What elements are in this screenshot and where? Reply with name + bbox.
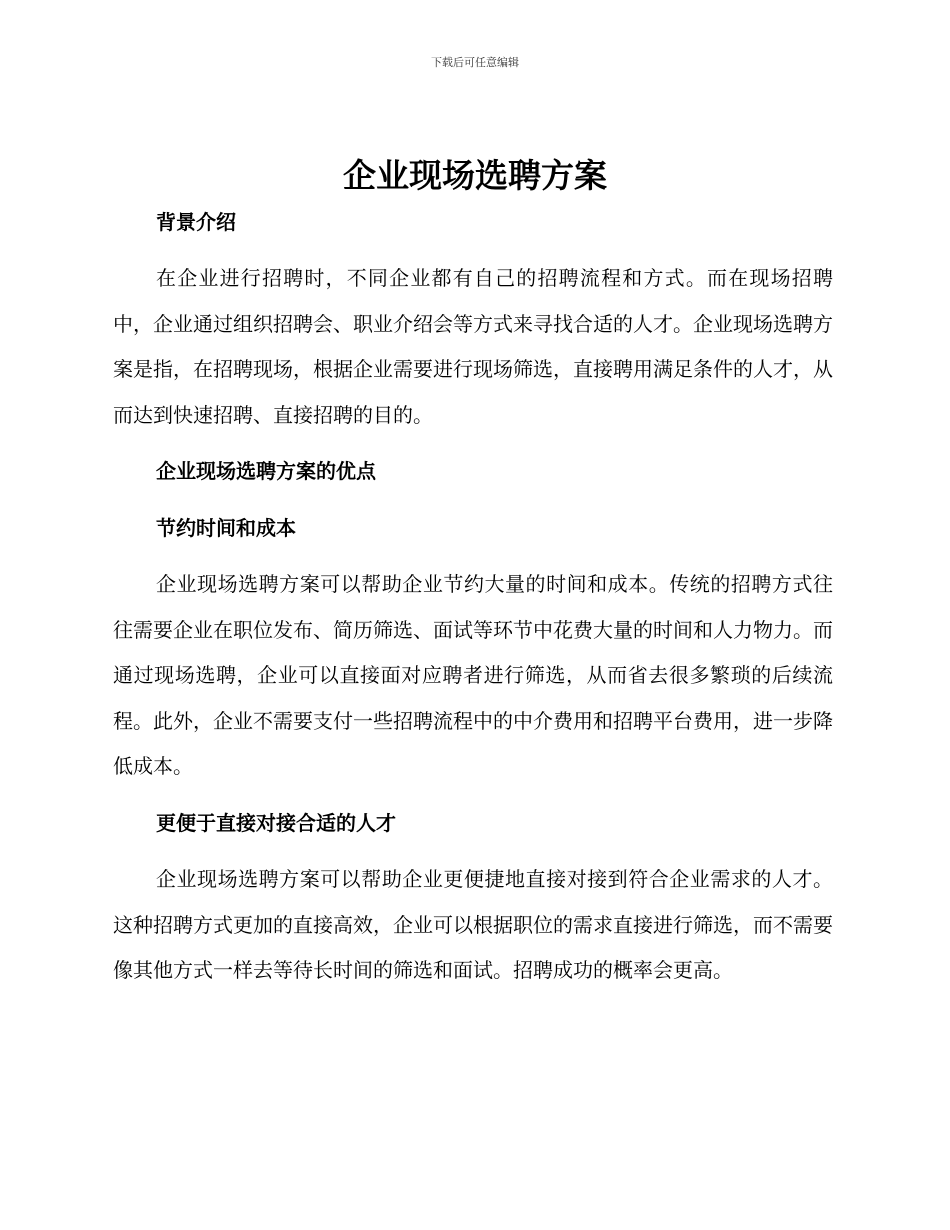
paragraph-direct: 企业现场选聘方案可以帮助企业更便捷地直接对接到符合企业需求的人才。这种招聘方式更加的直接高效，企业可以根据职位的需求直接进行筛选，而不需要像其他方式一样去等待长时间的筛选和面试。招聘成功的概率会更高。 (113, 867, 833, 982)
paragraph-background: 在企业进行招聘时，不同企业都有自己的招聘流程和方式。而在现场招聘中，企业通过组织招聘会、职业介绍会等方式来寻找合适的人才。企业现场选聘方案是指，在招聘现场，根据企业需要进行现场筛选，直接聘用满足条件的人才，从而达到快速招聘、直接招聘的目的。 (113, 266, 833, 427)
document-title: 企业现场选聘方案 (343, 156, 607, 195)
paragraph-saving: 企业现场选聘方案可以帮助企业节约大量的时间和成本。传统的招聘方式往往需要企业在职位发布、简历筛选、面试等环节中花费大量的时间和人力物力。而通过现场选聘，企业可以直接面对应聘者进行筛选，从而省去很多繁琐的后续流程。此外，企业不需要支付一些招聘流程中的中介费用和招聘平台费用，进一步降低成本。 (113, 572, 833, 778)
section-heading-background: 背景介绍 (156, 210, 236, 234)
subheading-saving: 节约时间和成本 (156, 516, 296, 540)
page-header-note: 下载后可任意编辑 (431, 56, 519, 69)
section-heading-advantages: 企业现场选聘方案的优点 (156, 459, 376, 483)
subheading-direct: 更便于直接对接合适的人才 (156, 811, 396, 835)
